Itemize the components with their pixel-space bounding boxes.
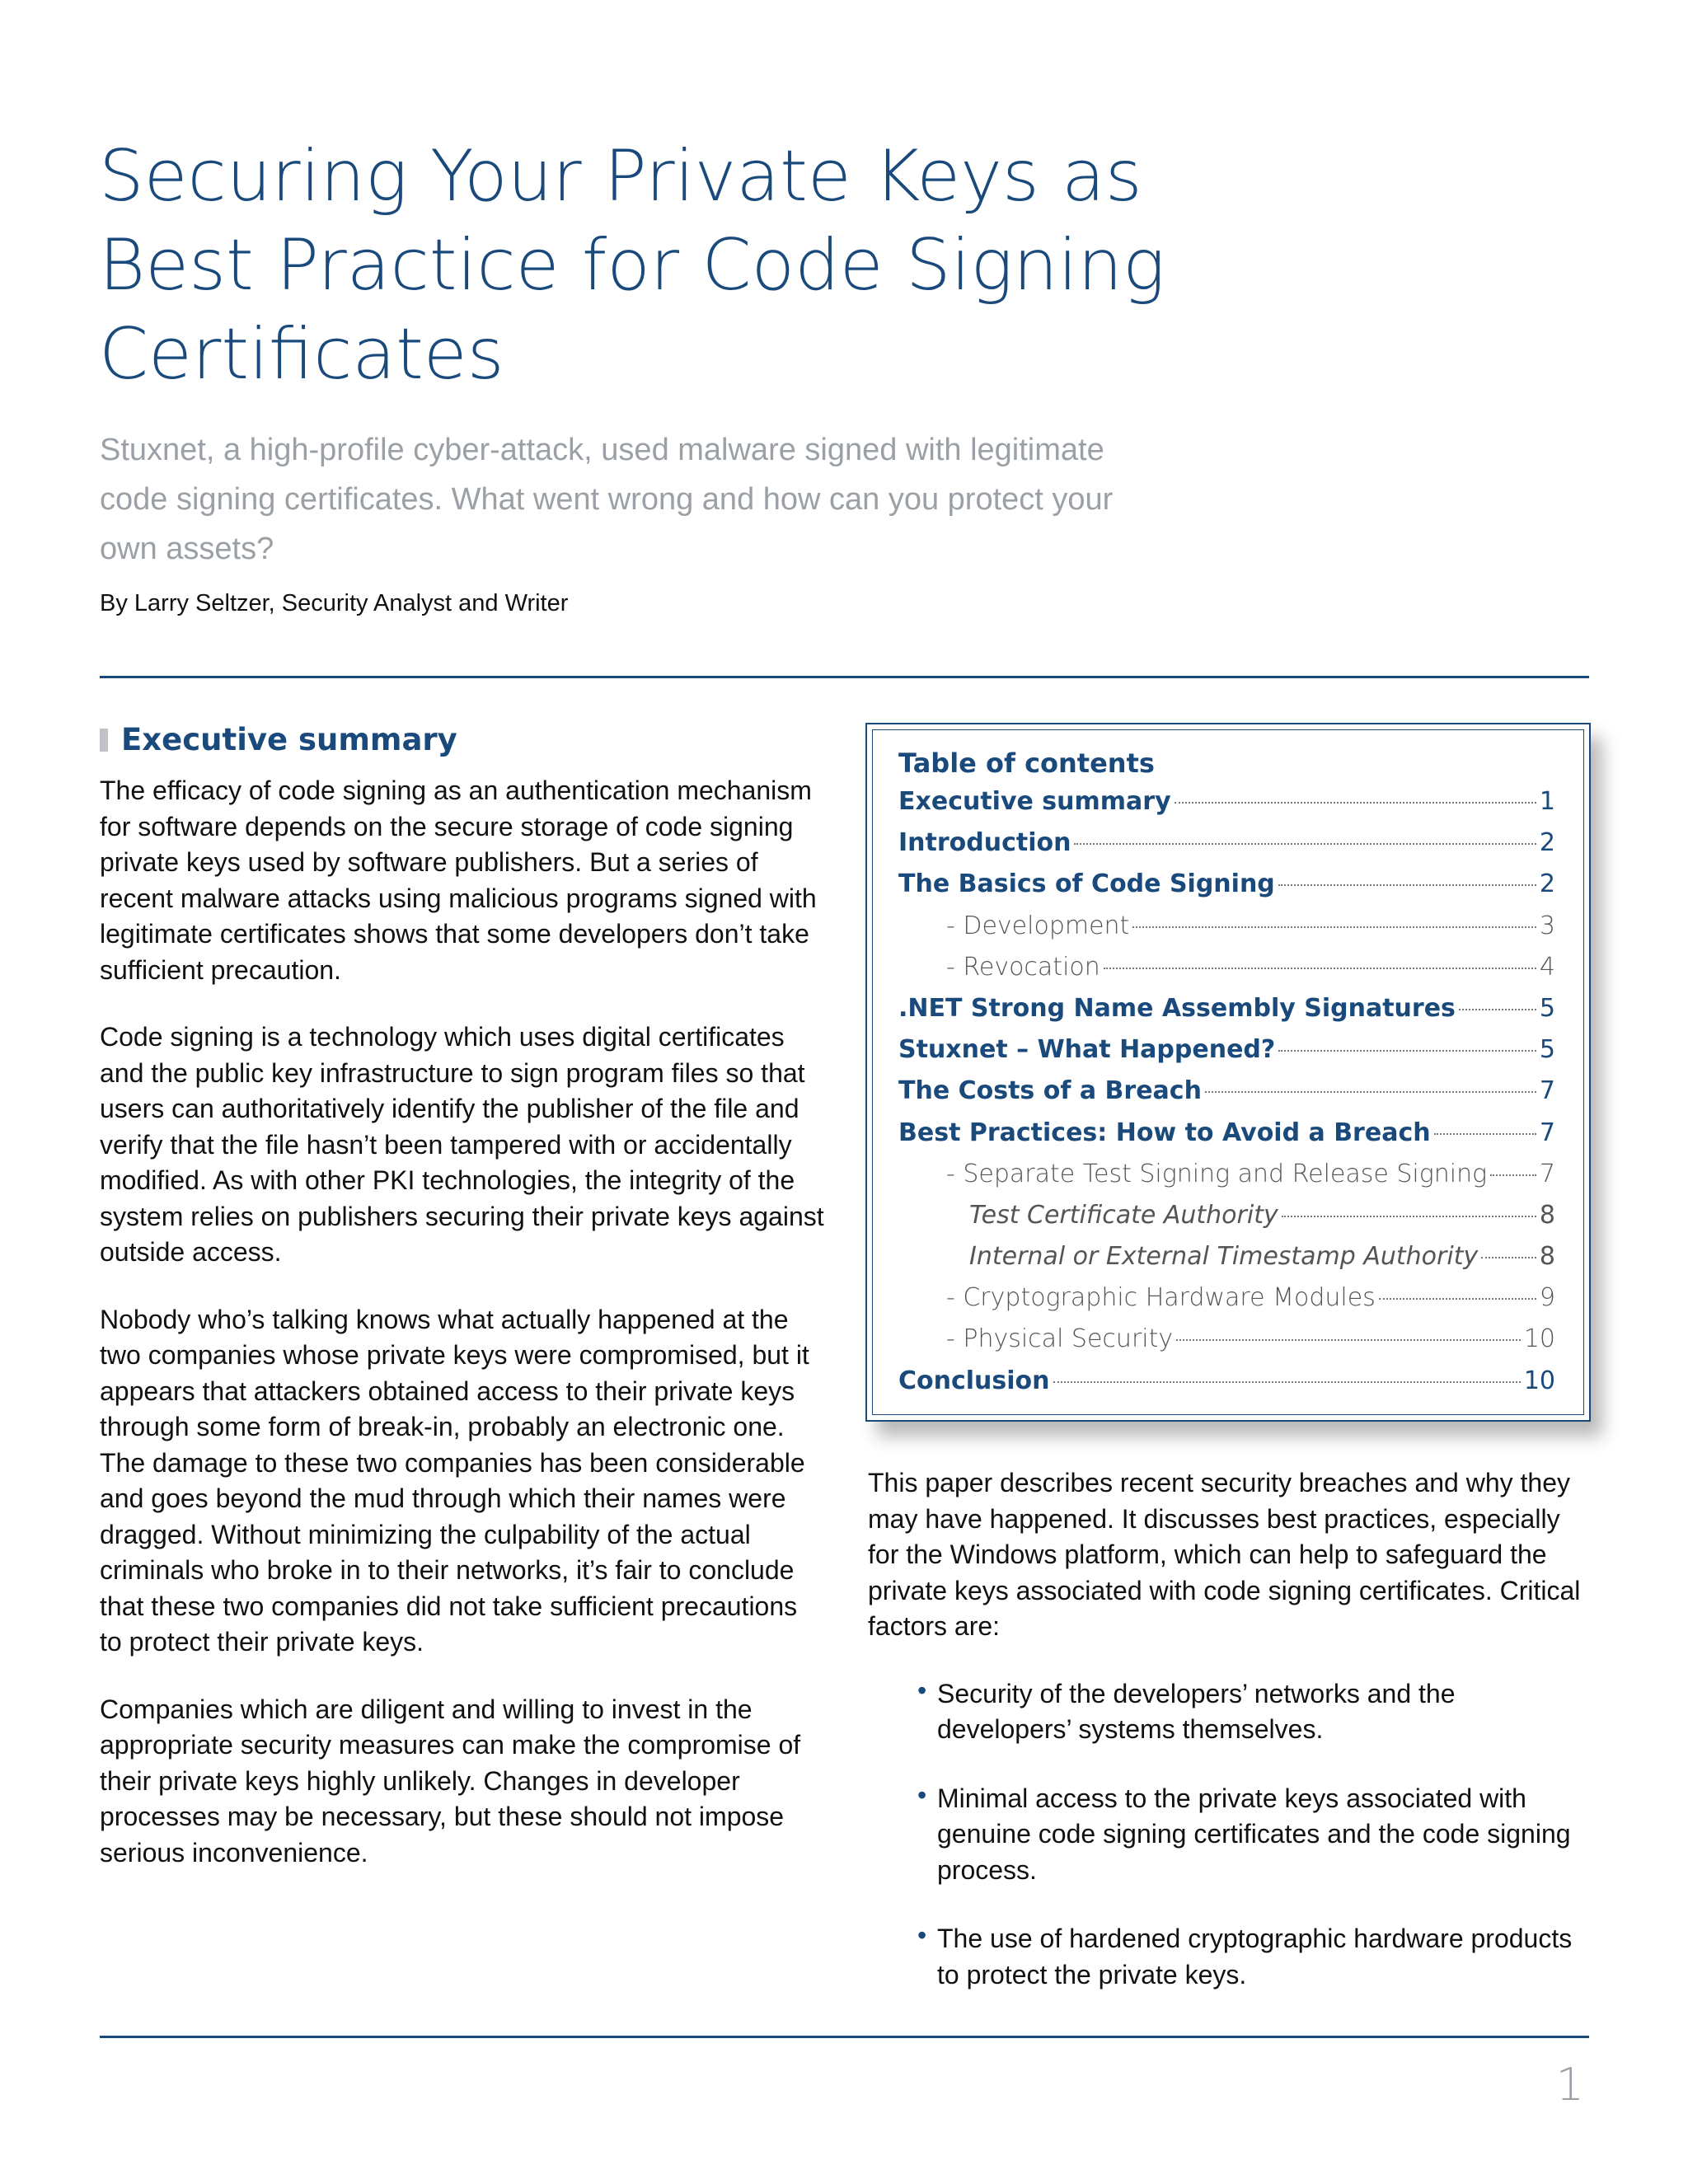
toc-leader-dots [1074,843,1536,845]
toc-entry-label: Conclusion [898,1366,1050,1395]
body-paragraph: Companies which are diligent and willing to invest in the appropriate security measures can make the compromise of their private keys highly unlikely. Changes in developer processes may be necessary, but these should not impose serious inconvenience. [100,1694,801,1868]
toc-entry-label: - Development [946,911,1130,940]
toc-entry-label: Introduction [898,828,1071,858]
toc-entry-page: 8 [1539,1200,1555,1230]
toc-leader-dots [1053,1381,1521,1383]
toc-entry-label: - Physical Security [946,1324,1174,1354]
toc-entry-link[interactable] [898,787,1555,828]
toc-entry-page: 7 [1539,1159,1555,1188]
toc-entry-link[interactable] [898,1242,1555,1283]
toc-entry-link[interactable] [898,828,1555,869]
toc-entry-link[interactable] [898,1118,1555,1160]
top-divider [100,676,1589,678]
intro-paragraph: This paper describes recent security breaches and why they may have happened. It discusses best practices, especially for the Windows platform, which can help to safeguard the private keys associated with code signing certificates. Critical factors are: [868,1468,1581,1641]
bullet-icon: • [917,1779,927,1810]
toc-entry-page: 10 [1523,1324,1555,1354]
toc-leader-dots [1434,1133,1536,1135]
toc-entry-page: 9 [1539,1283,1555,1313]
body-paragraph: Code signing is a technology which uses digital certificates and the public key infrastructure to sign program files so that users can authoritatively identify the publisher of the file and verify that the file hasn’t been tampered with or accidentally modified. As with other PKI technologies, the integrity of the system relies on publishers securing their private keys against outside access. [100,1022,824,1267]
toc-entry-link[interactable] [898,869,1555,911]
toc-entry-label: The Costs of a Breach [898,1076,1202,1106]
toc-entry-label: Executive summary [898,787,1171,816]
executive-summary-section [100,719,825,1902]
toc-leader-dots [1278,1050,1536,1052]
body-paragraph: The efficacy of code signing as an authentication mechanism for software depends on the secure storage of code signing private keys used by software publishers. But a series of recent malware attacks using malicious programs signed with legitimate certificates shows that some developers don’t take sufficient precaution. [100,776,817,985]
bottom-divider [100,2036,1589,2038]
toc-entry-page: 5 [1539,1035,1555,1065]
toc-entry-page: 10 [1523,1366,1555,1395]
toc-entry-page: 2 [1539,828,1555,858]
toc-leader-dots [1459,1009,1536,1010]
toc-leader-dots [1282,1216,1536,1217]
toc-entry-page: 2 [1539,869,1555,899]
list-item [868,1781,1593,1889]
toc-entry-page: 7 [1539,1118,1555,1147]
toc-entry-label: Test Certificate Authority [969,1200,1278,1230]
toc-entry-link[interactable] [898,1324,1555,1366]
author-byline: By Larry Seltzer, Security Analyst and Writer [100,590,569,616]
toc-entry-link[interactable] [898,1201,1555,1242]
introduction-section [868,1465,1593,2026]
toc-leader-dots [1132,926,1536,928]
toc-entry-label: Internal or External Timestamp Authority [969,1242,1479,1272]
toc-leader-dots [1379,1298,1536,1300]
toc-leader-dots [1490,1174,1536,1176]
toc-entry-page: 4 [1539,952,1555,982]
toc-leader-dots [1481,1257,1536,1258]
toc-entry-label: Stuxnet – What Happened? [898,1035,1276,1065]
toc-title: Table of contents [898,748,1155,779]
title-line: Securing Your Private Keys as [99,135,1142,218]
list-item-text: Minimal access to the private keys associated with genuine code signing certificates and the code signing process. [937,1783,1571,1885]
document-title [99,132,1170,399]
bullet-icon: • [917,1675,927,1705]
document-subtitle: Stuxnet, a high-profile cyber-attack, used malware signed with legitimate code signing certificates. What went wrong and how can you protect your own assets? [100,433,1114,566]
toc-entry-label: Best Practices: How to Avoid a Breach [898,1118,1431,1147]
toc-leader-dots [1278,884,1536,886]
toc-entry-page: 8 [1539,1242,1555,1272]
toc-entry-link[interactable] [898,1160,1555,1201]
toc-entry-label: The Basics of Code Signing [898,869,1275,899]
title-line: Certificates [99,313,504,396]
section-heading-text: Executive summary [121,722,457,757]
toc-entry-link[interactable] [898,1366,1555,1408]
toc-entry-label: - Cryptographic Hardware Modules [946,1283,1376,1313]
toc-entry-page: 1 [1539,787,1555,816]
title-line: Best Practice for Code Signing [99,224,1165,307]
list-item [868,1676,1593,1748]
toc-entry-link[interactable] [898,1035,1555,1076]
toc-leader-dots [1104,968,1536,969]
list-item [868,1921,1593,1993]
list-item-text: Security of the developers’ networks and the developers’ systems themselves. [937,1678,1456,1744]
toc-entry-link[interactable] [898,1283,1555,1324]
toc-entry-label: - Revocation [946,952,1100,982]
toc-entry-link[interactable] [898,953,1555,994]
toc-entry-link[interactable] [898,994,1555,1035]
toc-entry-page: 3 [1539,911,1555,940]
toc-leader-dots [1176,1339,1521,1341]
body-paragraph: Nobody who’s talking knows what actually happened at the two companies whose private keys were compromised, but it appears that attackers obtained access to their private keys through some form of break-in, probably an electronic one. The damage to these two companies has been considerable and goes beyond the mud through which their names were dragged. Without minimizing the culpability of the actual criminals who broke in to their networks, it’s fair to conclude that these two companies did not take sufficient precautions to protect their private keys. [100,1304,809,1657]
toc-list [898,787,1555,1408]
toc-entry-link[interactable] [898,1076,1555,1118]
page-number: 1 [1555,2059,1584,2111]
critical-factors-list [868,1676,1593,1994]
section-heading [100,719,825,762]
heading-marker-icon [100,729,108,752]
toc-entry-page: 7 [1539,1076,1555,1106]
bullet-icon: • [917,1920,927,1950]
toc-entry-page: 5 [1539,993,1555,1023]
toc-leader-dots [1175,802,1536,804]
toc-entry-label: .NET Strong Name Assembly Signatures [898,993,1456,1023]
table-of-contents [865,723,1591,1422]
list-item-text: The use of hardened cryptographic hardware products to protect the private keys. [937,1924,1573,1990]
toc-entry-label: - Separate Test Signing and Release Signing [946,1159,1488,1188]
toc-leader-dots [1205,1091,1536,1093]
toc-entry-link[interactable] [898,912,1555,953]
